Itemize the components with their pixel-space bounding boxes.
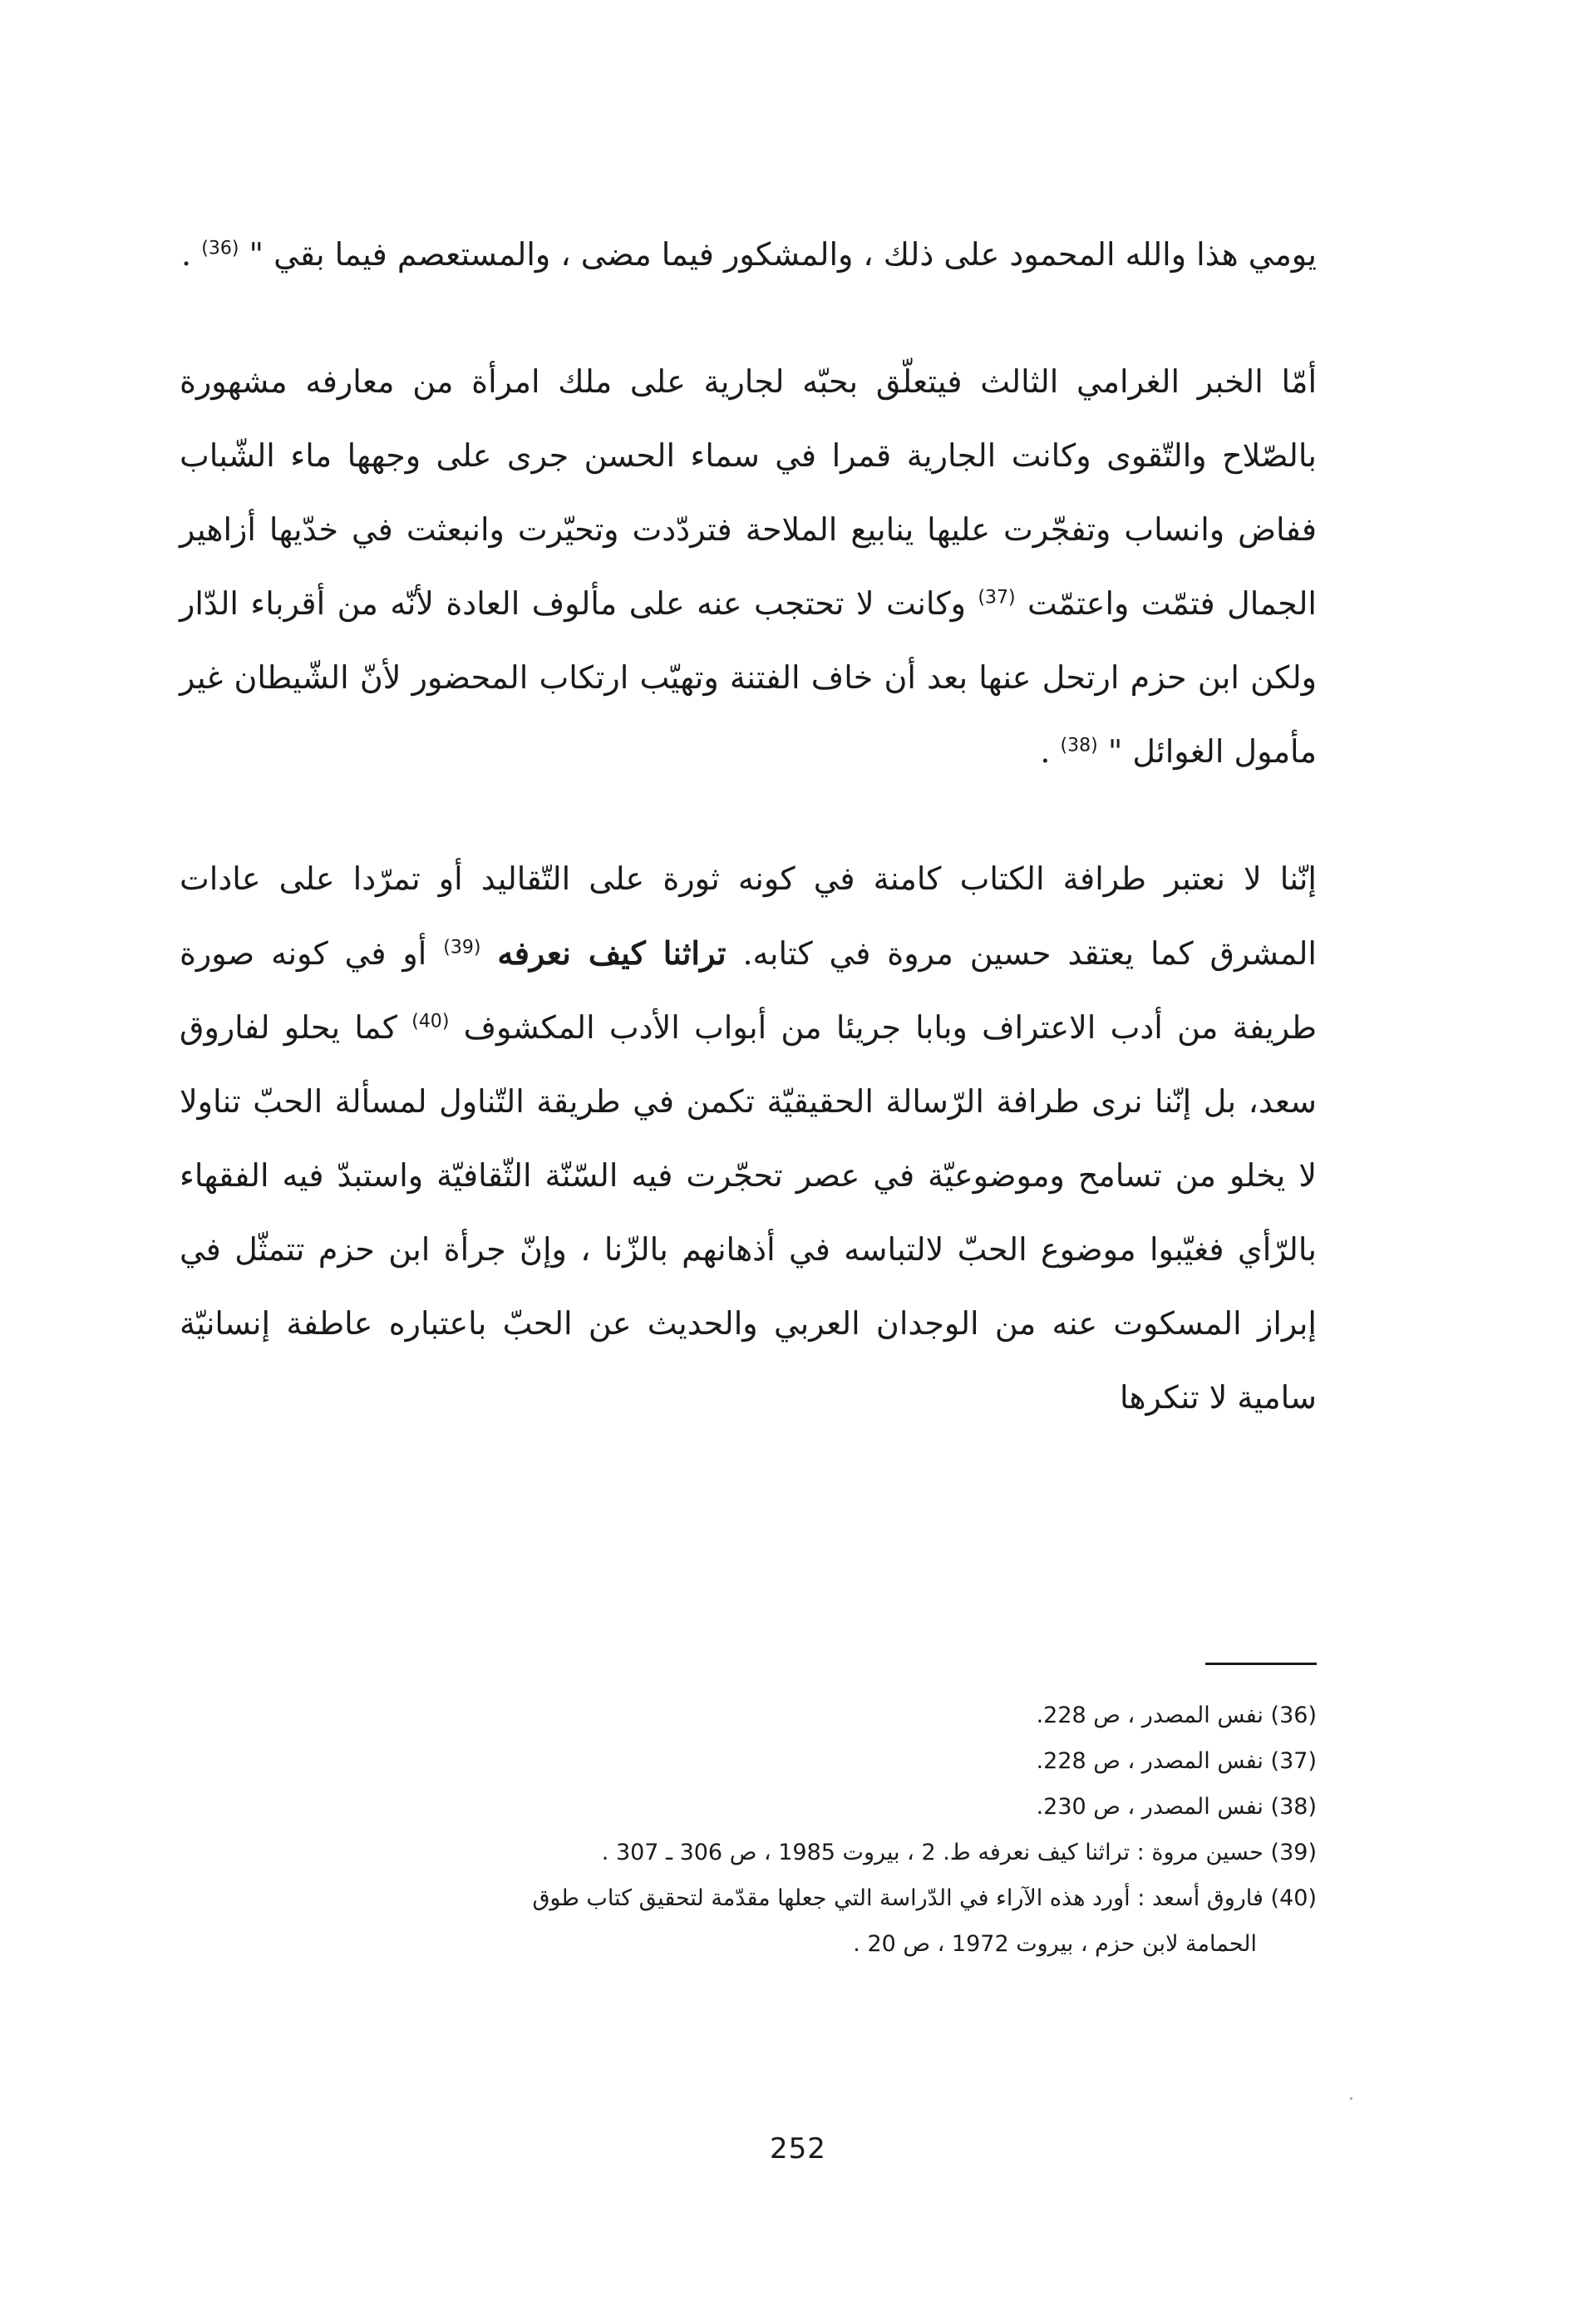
footnote-text: نفس المصدر ، ص 228. <box>1036 1702 1264 1728</box>
footnote-39 <box>180 1830 1317 1875</box>
footnote-separator <box>1205 1663 1317 1665</box>
footnote-number: (39) <box>1270 1840 1317 1865</box>
paragraph-2-part-1: أمّا الخبر الغرامي الثالث فيتعلّق بحبّه لجارية على ملك امرأة من معارفه مشهورة بالصّلاح والتّقوى وكانت الجارية قمرا في سماء الحسن جرى على وجهها ماء الشّباب ففاض وانساب وتفجّرت عليها ينابيع الملاحة فتردّدت وتحيّرت وانبعثت في خدّيها أزاهير الجمال فتمّت واعتمّت <box>180 363 1317 622</box>
paragraph-3-part-1: إنّنا لا نعتبر طرافة الكتاب كامنة في كونه ثورة على التّقاليد أو تمرّدا على عادات المشرق كما يعتقد حسين مروة في كتابه. <box>180 860 1317 972</box>
paragraph-1-period: . <box>181 236 192 273</box>
footnote-40 <box>180 1875 1317 1921</box>
footnote-36 <box>180 1692 1317 1738</box>
footnote-text: نفس المصدر ، ص 228. <box>1036 1748 1264 1774</box>
footnotes <box>180 1692 1317 1967</box>
scan-artifact-dot <box>1350 2097 1352 2100</box>
page-number: 252 <box>770 2132 826 2166</box>
footnote-text: فاروق أسعد : أورد هذه الآراء في الدّراسة التي جعلها مقدّمة لتحقيق كتاب طوق <box>532 1885 1264 1911</box>
footnote-ref-37[interactable]: (37) <box>978 587 1016 609</box>
footnote-ref-39[interactable]: (39) <box>443 937 481 958</box>
footnote-text: نفس المصدر ، ص 230. <box>1036 1794 1264 1820</box>
footnote-text-continuation: الحمامة لابن حزم ، بيروت 1972 ، ص 20 . <box>853 1931 1257 1957</box>
footnote-text: حسين مروة : تراثنا كيف نعرفه ط. 2 ، بيروت 1985 ، ص 306 ـ 307 . <box>601 1840 1264 1865</box>
paragraph-3-part-3: كما يحلو لفاروق سعد، بل إنّنا نرى طرافة الرّسالة الحقيقيّة تكمن في طريقة التّناول لمسألة الحبّ تناولا لا يخلو من تسامح وموضوعيّة في عصر تحجّرت فيه السّنّة الثّقافيّة واستبدّ فيه الفقهاء بالرّأي فغيّبوا موضوع الحبّ لالتباسه في أذهانهم بالزّنا ، وإنّ جرأة ابن حزم تتمثّل في إبراز المسكوت عنه من الوجدان العربي والحديث عن الحبّ باعتباره عاطفة إنسانيّة سامية لا تنكرها <box>180 1009 1317 1416</box>
footnote-ref-38[interactable]: (38) <box>1060 735 1098 756</box>
paragraph-1-line-2: والمستعصم فيما بقي " <box>249 236 551 273</box>
footnote-ref-36[interactable]: (36) <box>201 238 239 259</box>
paragraph-3-part-2: أو في كونه صورة طريفة من أدب الاعتراف وبابا جريئا من أبواب الأدب المكشوف <box>180 935 1317 1046</box>
footnote-number: (40) <box>1270 1885 1317 1911</box>
footnote-ref-40[interactable]: (40) <box>411 1011 450 1032</box>
paragraph-2-part-2: وكانت لا تحتجب عنه على مألوف العادة لأنّه من أقرباء الدّار ولكن ابن حزم ارتحل عنها بعد أن خاف الفتنة وتهيّب ارتكاب المحضور لأنّ الشّيطان غير مأمول الغوائل " <box>180 585 1317 770</box>
footnote-number: (38) <box>1270 1794 1317 1820</box>
footnote-38 <box>180 1784 1317 1830</box>
footnote-number: (36) <box>1270 1702 1317 1728</box>
paragraph-1 <box>180 218 1317 292</box>
footnote-37 <box>180 1738 1317 1784</box>
paragraph-2 <box>180 345 1317 789</box>
paragraph-1-line-1: يومي هذا والله المحمود على ذلك ، والمشكور فيما مضى ، <box>560 236 1317 273</box>
footnote-number: (37) <box>1270 1748 1317 1774</box>
body-text <box>180 218 1317 1435</box>
footnote-40-continuation <box>180 1921 1317 1967</box>
book-title-turathuna: تراثنا كيف نعرفه <box>497 934 727 972</box>
paragraph-2-period: . <box>1040 733 1051 770</box>
paragraph-3 <box>180 842 1317 1435</box>
